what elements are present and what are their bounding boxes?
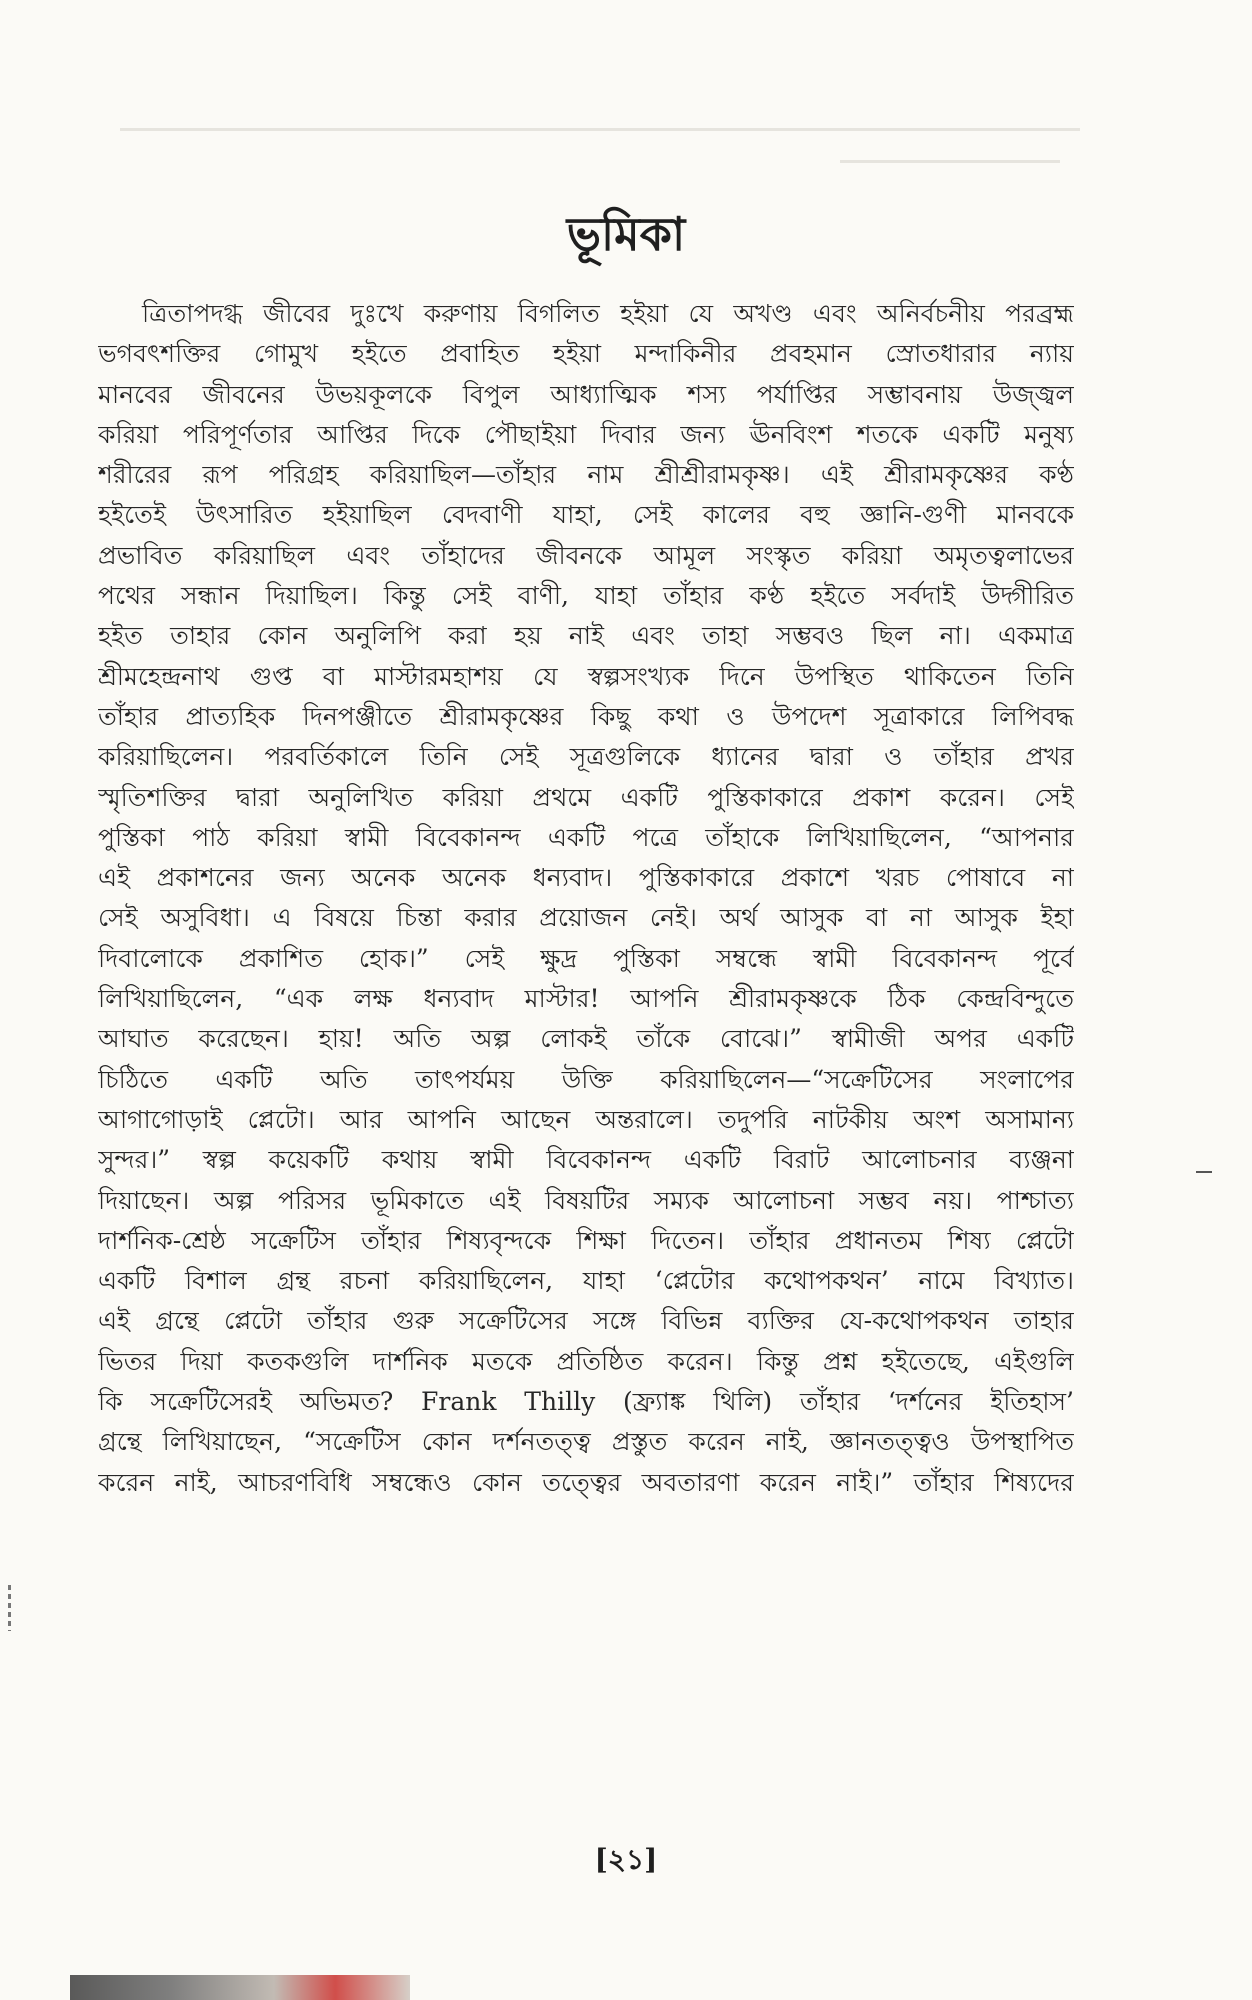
text-line: পুস্তিকা পাঠ করিয়া স্বামী বিবেকানন্দ একটি পত্রে তাঁহাকে লিখিয়াছিলেন, “আপনার xyxy=(98,822,1074,852)
page-edge-strip xyxy=(70,1975,410,2000)
text-line: ভিতর দিয়া কতকগুলি দার্শনিক মতকে প্রতিষ্ঠিত করেন। কিন্তু প্রশ্ন হইতেছে, এইগুলি xyxy=(98,1346,1074,1376)
text-line: ত্রিতাপদগ্ধ জীবের দুঃখে করুণায় বিগলিত হইয়া যে অখণ্ড এবং অনির্বচনীয় পরব্রহ্ম xyxy=(142,299,1074,328)
text-line: তাঁহার প্রাত্যহিক দিনপঞ্জীতে শ্রীরামকৃষ্ণের কিছু কথা ও উপদেশ সূত্রাকারে লিপিবদ্ধ xyxy=(98,701,1074,731)
text-line: এই গ্রন্থে প্লেটো তাঁহার গুরু সক্রেটিসের সঙ্গে বিভিন্ন ব্যক্তির যে-কথোপকথন তাহার xyxy=(98,1306,1074,1336)
text-line: আঘাত করেছেন। হায়! অতি অল্প লোকই তাঁকে বোঝে।” স্বামীজী অপর একটি xyxy=(98,1024,1074,1054)
text-line: করেন নাই, আচরণবিধি সম্বন্ধেও কোন তত্ত্বের অবতারণা করেন নাই।” তাঁহার শিষ্যদের xyxy=(98,1467,1074,1497)
text-line: মানবের জীবনের উভয়কূলকে বিপুল আধ্যাত্মিক শস্য পর্যাপ্তির সম্ভাবনায় উজ্জ্বল xyxy=(98,379,1074,409)
text-line: চিঠিতে একটি অতি তাৎপর্যময় উক্তি করিয়াছিলেন—“সক্রেটিসের সংলাপের xyxy=(98,1064,1074,1094)
text-line: হইতেই উৎসারিত হইয়াছিল বেদবাণী যাহা, সেই কালের বহু জ্ঞানি-গুণী মানবকে xyxy=(98,500,1074,530)
text-line: সেই অসুবিধা। এ বিষয়ে চিন্তা করার প্রয়োজন নেই। অর্থ আসুক বা না আসুক ইহা xyxy=(98,903,1074,933)
text-line: ভগবৎশক্তির গোমুখ হইতে প্রবাহিত হইয়া মন্দাকিনীর প্রবহমান স্রোতধারার ন্যায় xyxy=(98,339,1074,369)
text-line: দার্শনিক-শ্রেষ্ঠ সক্রেটিস তাঁহার শিষ্যবৃন্দকে শিক্ষা দিতেন। তাঁহার প্রধানতম শিষ্য প্লেটো xyxy=(98,1225,1074,1255)
text-line: দিবালোকে প্রকাশিত হোক।” সেই ক্ষুদ্র পুস্তিকা সম্বন্ধে স্বামী বিবেকানন্দ পূর্বে xyxy=(98,943,1074,973)
text-line: দিয়াছেন। অল্প পরিসর ভূমিকাতে এই বিষয়টির সম্যক আলোচনা সম্ভব নয়। পাশ্চাত্য xyxy=(98,1185,1074,1215)
text-line: একটি বিশাল গ্রন্থ রচনা করিয়াছিলেন, যাহা ‘প্লেটোর কথোপকথন’ নামে বিখ্যাত। xyxy=(98,1266,1074,1296)
show-through-line xyxy=(840,160,1060,163)
page-number: [২১] xyxy=(594,1843,658,1876)
text-line: সুন্দর।” স্বল্প কয়েকটি কথায় স্বামী বিবেকানন্দ একটি বিরাট আলোচনার ব্যঞ্জনা xyxy=(98,1145,1074,1175)
text-line: এই প্রকাশনের জন্য অনেক অনেক ধন্যবাদ। পুস্তিকাকারে প্রকাশে খরচ পোষাবে না xyxy=(98,863,1074,893)
text-line: লিখিয়াছিলেন, “এক লক্ষ ধন্যবাদ মাস্টার! আপনি শ্রীরামকৃষ্ণকে ঠিক কেন্দ্রবিন্দুতে xyxy=(98,984,1074,1014)
text-line: গ্রন্থে লিখিয়াছেন, “সক্রেটিস কোন দর্শনতত্ত্ব প্রস্তুত করেন নাই, জ্ঞানতত্ত্বও উপস্থাপিত xyxy=(98,1427,1074,1457)
text-line: শরীরের রূপ পরিগ্রহ করিয়াছিল—তাঁহার নাম শ্রীশ্রীরামকৃষ্ণ। এই শ্রীরামকৃষ্ণের কণ্ঠ xyxy=(98,460,1074,490)
text-line: হইত তাহার কোন অনুলিপি করা হয় নাই এবং তাহা সম্ভবও ছিল না। একমাত্র xyxy=(98,621,1074,651)
text-line: পথের সন্ধান দিয়াছিল। কিন্তু সেই বাণী, যাহা তাঁহার কণ্ঠ হইতে সর্বদাই উদ্গীরিত xyxy=(98,581,1074,611)
text-line: শ্রীমহেন্দ্রনাথ গুপ্ত বা মাস্টারমহাশয় যে স্বল্পসংখ্যক দিনে উপস্থিত থাকিতেন তিনি xyxy=(98,661,1074,691)
body-paragraph xyxy=(98,294,1074,1503)
text-line: কি সক্রেটিসেরই অভিমত? Frank Thilly (ফ্র্যাঙ্ক থিলি) তাঁহার ‘দর্শনের ইতিহাস’ xyxy=(98,1387,1074,1417)
text-line: প্রভাবিত করিয়াছিল এবং তাঁহাদের জীবনকে আমূল সংস্কৃত করিয়া অমৃতত্বলাভের xyxy=(98,540,1074,570)
margin-mark xyxy=(1196,1171,1212,1173)
text-line: আগাগোড়াই প্লেটো। আর আপনি আছেন অন্তরালে। তদুপরি নাটকীয় অংশ অসামান্য xyxy=(98,1104,1074,1134)
page-title: ভূমিকা xyxy=(566,207,686,261)
text-line: করিয়া পরিপূর্ণতার আপ্তির দিকে পৌছাইয়া দিবার জন্য ঊনবিংশ শতকে একটি মনুষ্য xyxy=(98,419,1074,449)
text-line: স্মৃতিশক্তির দ্বারা অনুলিখিত করিয়া প্রথমে একটি পুস্তিকাকারে প্রকাশ করেন। সেই xyxy=(98,782,1074,812)
margin-mark xyxy=(8,1585,11,1631)
text-line: করিয়াছিলেন। পরবর্তিকালে তিনি সেই সূত্রগুলিকে ধ্যানের দ্বারা ও তাঁহার প্রখর xyxy=(98,742,1074,772)
show-through-line xyxy=(120,128,1080,131)
